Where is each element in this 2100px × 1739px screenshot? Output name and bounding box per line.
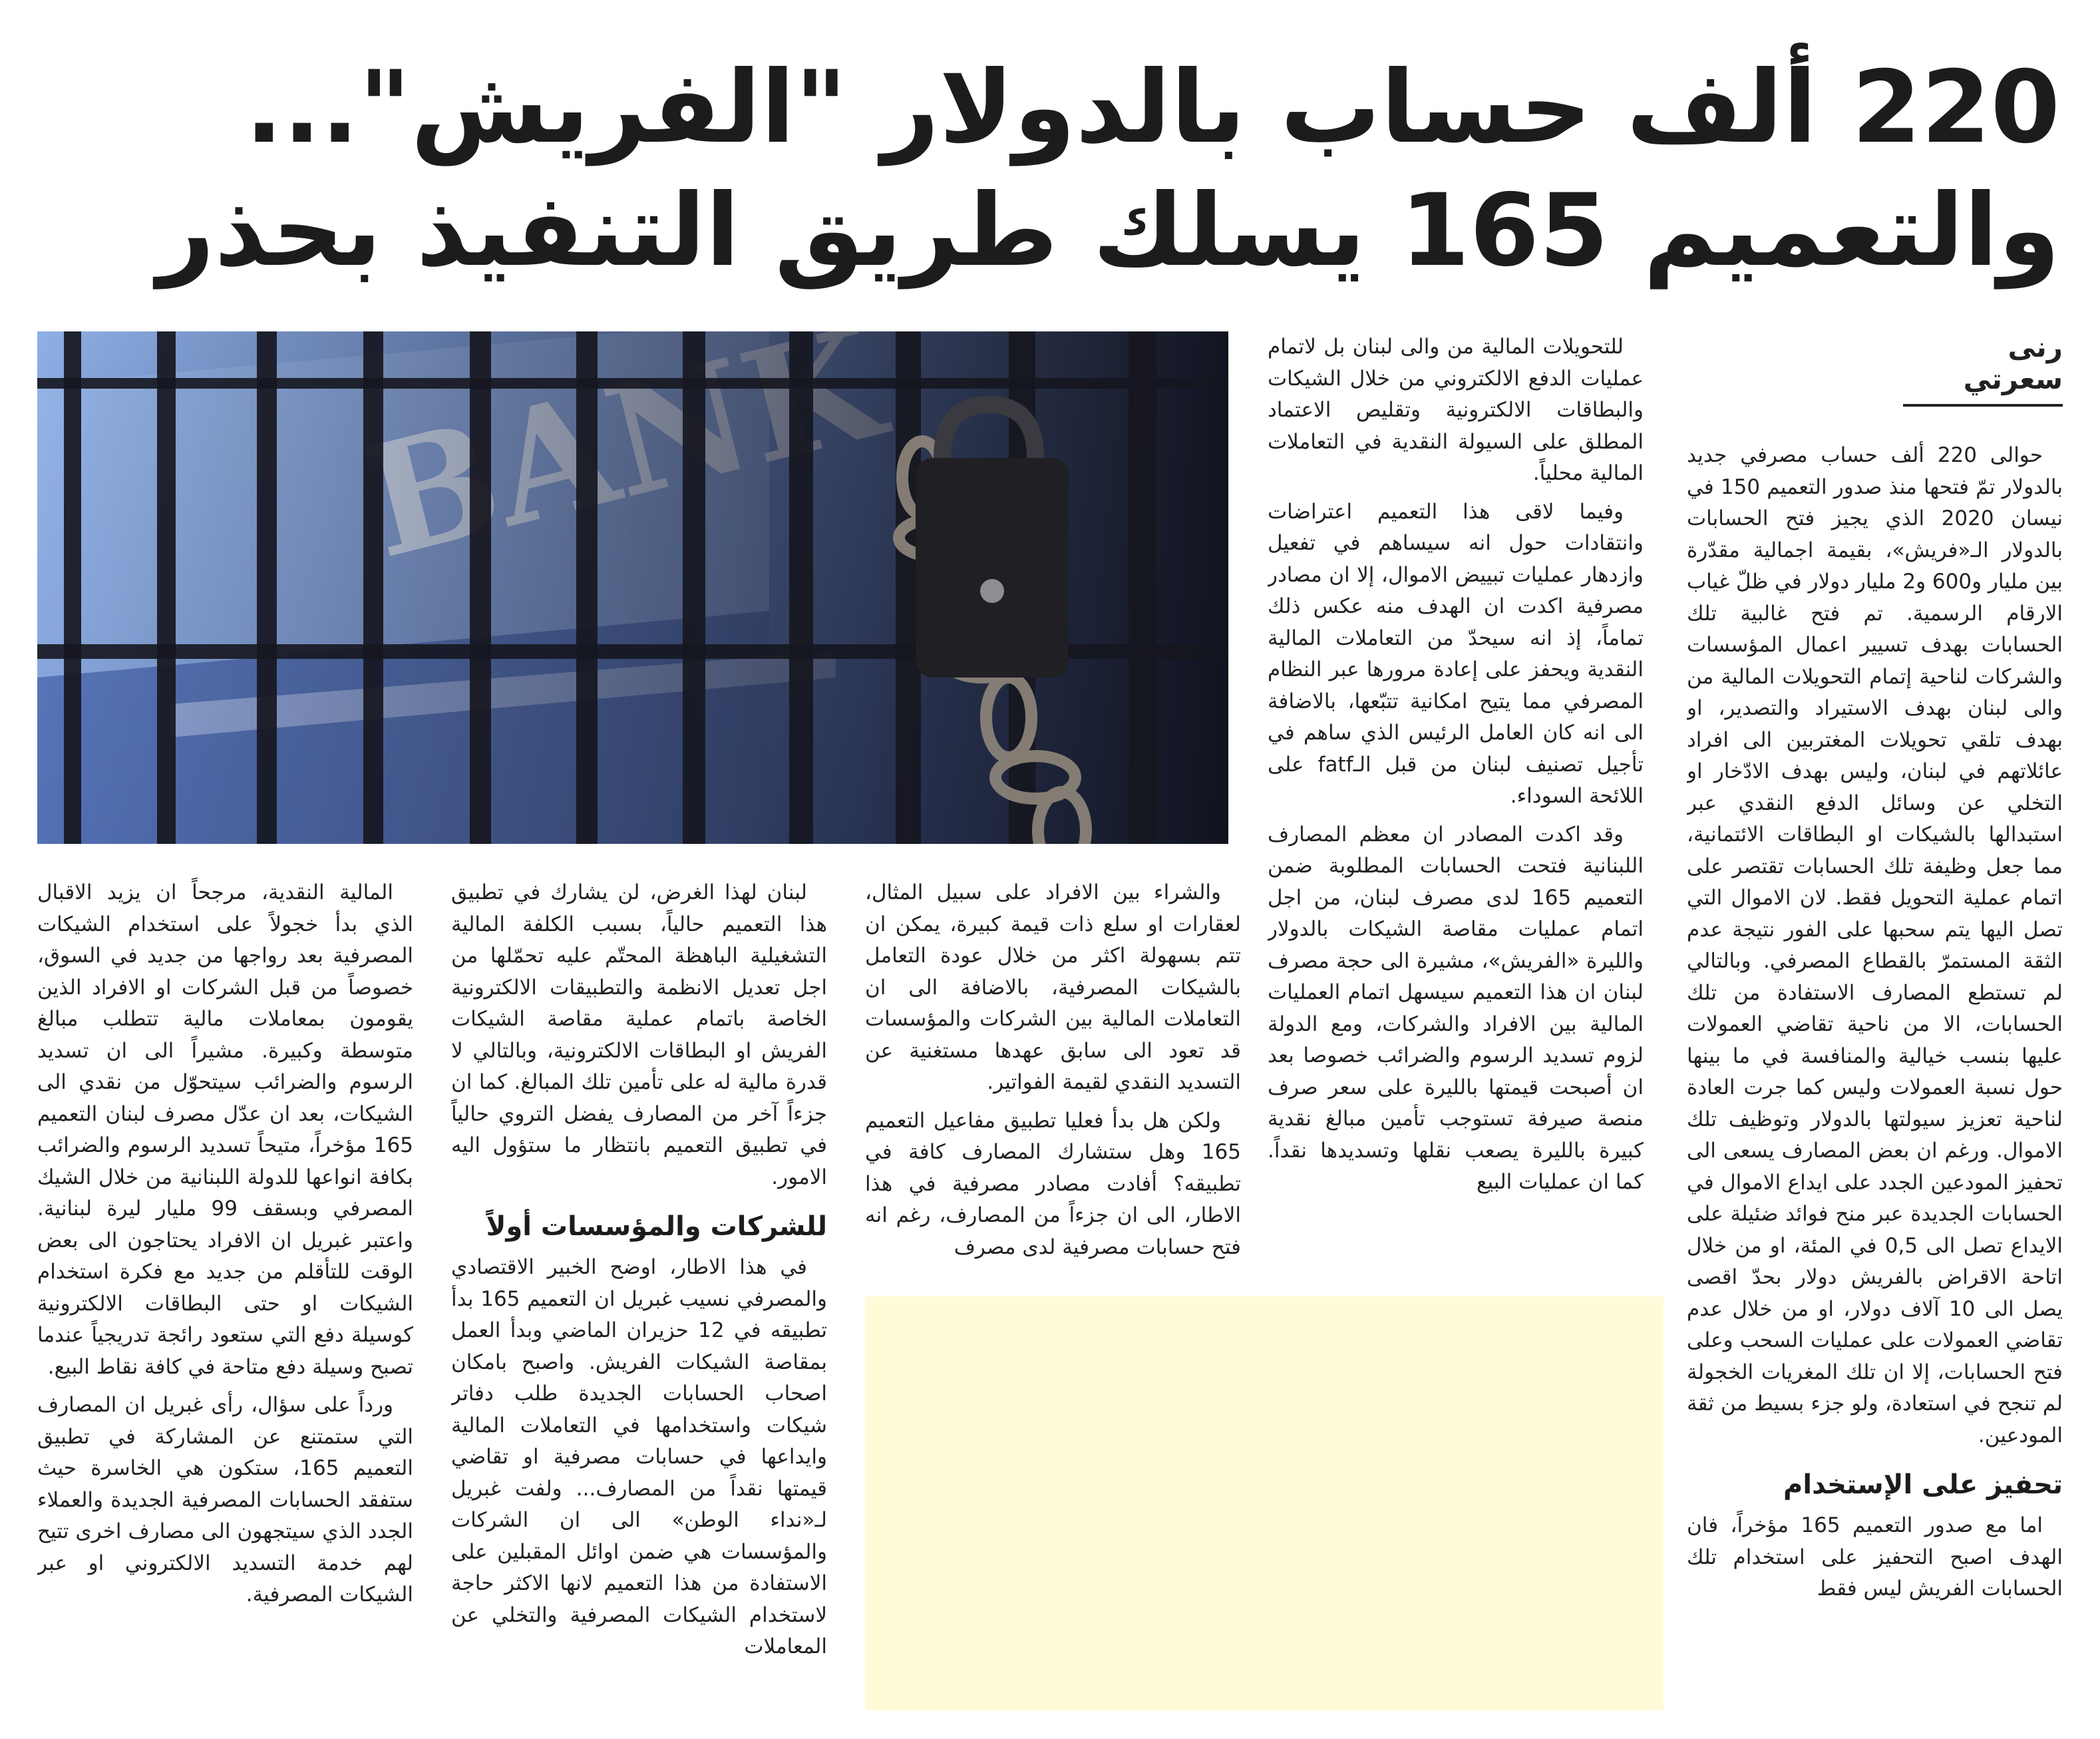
bank-padlock-illustration	[37, 331, 1228, 844]
article-column-4	[451, 877, 827, 1716]
article-column-1	[1687, 331, 2063, 1716]
headline	[40, 47, 2060, 293]
byline: رنى سعرتي	[1903, 331, 2063, 407]
advertisement-placeholder	[865, 1296, 1663, 1710]
column-2-paragraph-3: وقد اكدت المصادر ان معظم المصارف اللبنانية فتحت الحسابات المطلوبة ضمن التعميم 165 لدى مصرف لبنان، من اجل اتمام عمليات مقاصة الشيكات بالدولار والليرة «الفريش»، مشيرة الى حجة مصرف لبنان ان هذا التعميم سيسهل اتمام العمليات المالية بين الافراد والشركات، ومع الدولة لزوم تسديد الرسوم والضرائب خصوصا بعد ان أصبحت قيمتها بالليرة على سعر صرف منصة صيرفة تستوجب تأمين مبالغ نقدية كبيرة بالليرة يصعب نقلها وتسديدها نقداً. كما ان عمليات البيع	[1268, 822, 1644, 1194]
article-column-5	[37, 877, 413, 1716]
subheading-companies-first: للشركات والمؤسسات أولاً	[486, 1211, 827, 1242]
article-photo	[37, 331, 1228, 844]
column-4-paragraph-1: لبنان لهذا الغرض، لن يشارك في تطبيق هذا التعميم حالياً، بسبب الكلفة المالية التشغيلية الباهظة المحتّم عليه تحمّلها من اجل تعديل الانظمة والتطبيقات الالكترونية الخاصة باتمام عملية مقاصة الشيكات الفريش او البطاقات الالكترونية، وبالتالي لا قدرة مالية له على تأمين تلك المبالغ. كما ان جزءاً آخر من المصارف يفضل التروي حالياً في تطبيق التعميم بانتظار ما ستؤول اليه الامور.	[451, 880, 827, 1189]
column-2-paragraph-2: وفيما لاقى هذا التعميم اعتراضات وانتقادات حول انه سيساهم في تفعيل وازدهار عمليات تبييض الاموال، إلا ان مصادر مصرفية اكدت ان الهدف منه عكس ذلك تماماً، إذ انه سيحدّ من التعاملات المالية النقدية ويحفز على إعادة مرورها عبر النظام المصرفي مما يتيح امكانية تتبّعها، بالاضافة الى انه كان العامل الرئيس الذي ساهم في تأجيل تصنيف لبنان من قبل الـfatf على اللائحة السوداء.	[1268, 499, 1644, 808]
column-5-paragraph-2: ورداً على سؤال، رأى غبريل ان المصارف التي ستمتنع عن المشاركة في تطبيق التعميم 165، ستكون هي الخاسرة حيث ستفقد الحسابات المصرفية الجديدة والعملاء الجدد الذي سيتجهون الى مصارف اخرى تتيح لهم خدمة التسديد الالكتروني او عبر الشيكات المصرفية.	[37, 1393, 413, 1607]
subheading-incentive: تحفيز على الإستخدام	[1783, 1469, 2063, 1500]
column-4-paragraph-2: في هذا الاطار، اوضح الخبير الاقتصادي والمصرفي نسيب غبريل ان التعميم 165 بدأ تطبيقه في 12 حزيران الماضي وبدأ العمل بمقاصة الشيكات الفريش. واصبح بامكان اصحاب الحسابات الجديدة طلب دفاتر شيكات واستخدامها في التعاملات المالية وايداعها في حسابات مصرفية او تقاضي قيمتها نقداً من المصارف... ولفت غبريل لـ«نداء الوطن» الى ان الشركات والمؤسسات هي ضمن اوائل المقبلين على الاستفادة من هذا التعميم لانها الاكثر حاجة لاستخدام الشيكات المصرفية والتخلي عن المعاملات	[451, 1255, 827, 1658]
column-2-paragraph-1: للتحويلات المالية من والى لبنان بل لاتمام عمليات الدفع الالكتروني من خلال الشيكات والبطاقات الالكترونية وتقليص الاعتماد المطلق على السيولة النقدية في التعاملات المالية محلياً.	[1268, 335, 1644, 485]
article-column-3	[865, 877, 1241, 1276]
headline-line-1: 220 ألف حساب بالدولار "الفريش"...	[245, 50, 2060, 166]
column-3-paragraph-2: ولكن هل بدأ فعليا تطبيق مفاعيل التعميم 165 وهل ستشارك المصارف كافة في تطبيقه؟ أفادت مصادر مصرفية في هذا الاطار، الى ان جزءاً من المصارف، رغم انه فتح حسابات مصرفية لدى مصرف	[865, 1108, 1241, 1259]
column-5-paragraph-1: المالية النقدية، مرجحاً ان يزيد الاقبال الذي بدأ خجولاً على استخدام الشيكات المصرفية بعد رواجها من جديد في السوق، خصوصاً من قبل الشركات او الافراد الذين يقومون بمعاملات مالية تتطلب مبالغ متوسطة وكبيرة. مشيراً الى ان تسديد الرسوم والضرائب سيتحوّل من نقدي الى الشيكات، بعد ان عدّل مصرف لبنان التعميم 165 مؤخراً، متيحاً تسديد الرسوم والضرائب بكافة انواعها للدولة اللبنانية من خلال الشيك المصرفي وبسقف 99 مليار ليرة لبنانية. واعتبر غبريل ان الافراد يحتاجون الى بعض الوقت للتأقلم من جديد مع فكرة استخدام الشيكات او حتى البطاقات الالكترونية كوسيلة دفع التي ستعود رائجة تدريجياً عندما تصبح وسيلة دفع متاحة في كافة نقاط البيع.	[37, 880, 413, 1379]
column-1-paragraph-2: اما مع صدور التعميم 165 مؤخراً، فان الهدف اصبح التحفيز على استخدام تلك الحسابات الفريش ليس فقط	[1687, 1513, 2063, 1601]
headline-line-2: والتعميم 165 يسلك طريق التنفيذ بحذر	[157, 173, 2060, 289]
column-1-paragraph-1: حوالى 220 ألف حساب مصرفي جديد بالدولار تمّ فتحها منذ صدور التعميم 150 في نيسان 2020 الذي يجيز فتح الحسابات بالدولار الـ«فريش»، بقيمة اجمالية مقدّرة بين مليار و600 و2 مليار دولار في ظلّ غياب الارقام الرسمية. تم فتح غالبية تلك الحسابات بهدف تسيير اعمال المؤسسات والشركات لناحية إتمام التحويلات المالية من والى لبنان بهدف الاستيراد والتصدير، او بهدف تلقي تحويلات المغتربين الى افراد عائلاتهم في لبنان، وليس بهدف الادّخار او التخلي عن وسائل الدفع النقدي عبر استبدالها بالشيكات او البطاقات الائتمانية، مما جعل وظيفة تلك الحسابات تقتصر على اتمام عملية التحويل فقط. لان الاموال التي تصل اليها يتم سحبها على الفور نتيجة عدم الثقة المستمرّ بالقطاع المصرفي. وبالتالي لم تستطع المصارف الاستفادة من تلك الحسابات، الا من ناحية تقاضي العمولات عليها بنسب خيالية والمنافسة في ما بينها حول نسبة العمولات وليس كما جرت العادة لناحية تعزيز سيولتها بالدولار وتوظيف تلك الاموال. ورغم ان بعض المصارف يسعى الى تحفيز المودعين الجدد على ايداع الاموال في الحسابات الجديدة عبر منح فوائد ضئيلة على الايداع تصل الى 0,5 في المئة، او من خلال اتاحة الاقراض بالفريش دولار بحدّ اقصى يصل الى 10 آلاف دولار، او من خلال عدم تقاضي العمولات على عمليات السحب وعلى فتح الحسابات، إلا ان تلك المغريات الخجولة لم تنجح في استعادة، ولو جزء بسيط من ثقة المودعين.	[1687, 443, 2063, 1448]
column-3-paragraph-1: والشراء بين الافراد على سبيل المثال، لعقارات او سلع ذات قيمة كبيرة، يمكن ان تتم بسهولة اكثر من خلال عودة التعامل بالشيكات المصرفية، بالاضافة الى ان التعاملات المالية بين الشركات والمؤسسات قد تعود الى سابق عهدها مستغنية عن التسديد النقدي لقيمة الفواتير.	[865, 880, 1241, 1094]
